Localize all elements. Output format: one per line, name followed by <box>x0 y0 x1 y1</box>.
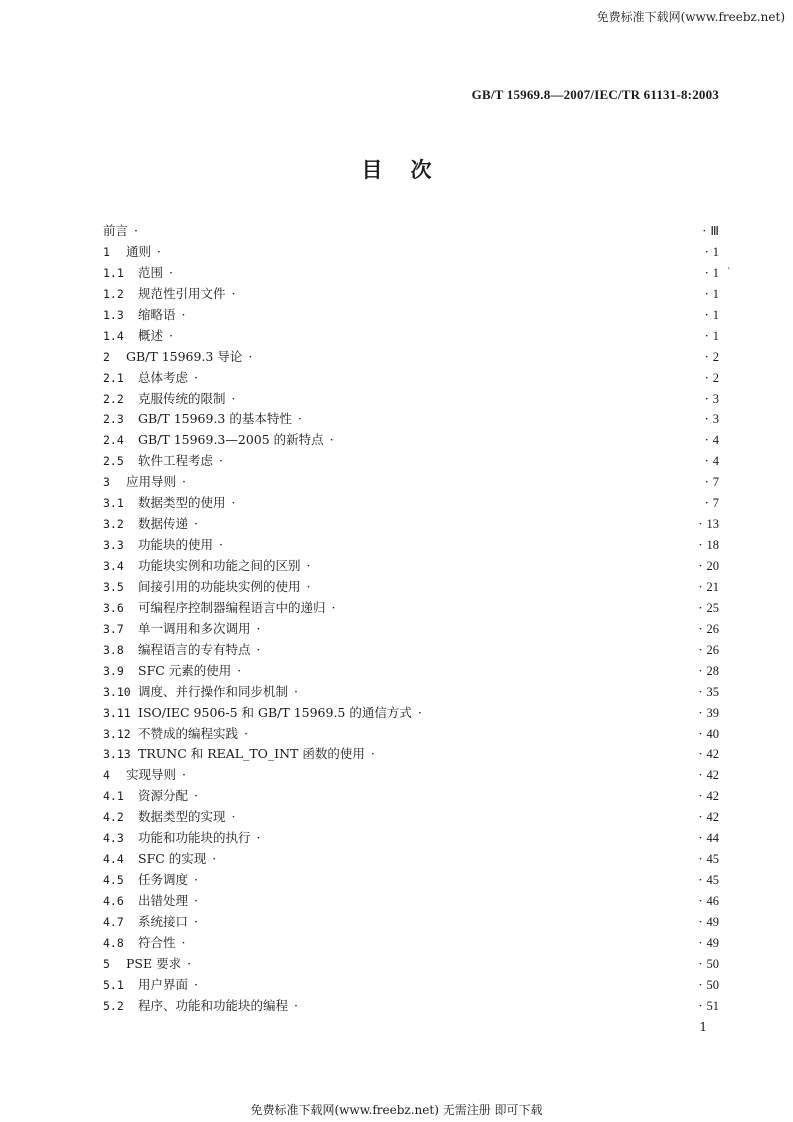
toc-leader-dot: · <box>248 348 253 364</box>
toc-entry-page: 3 <box>712 412 719 427</box>
toc-entry-title: 软件工程考虑 <box>138 453 214 469</box>
toc-entry-title: 数据传递 <box>138 516 189 532</box>
toc-entry-title: 编程语言的专有特点 <box>138 641 251 657</box>
toc-entry[interactable] <box>103 598 719 619</box>
toc-entry-title: 资源分配 <box>138 788 189 804</box>
toc-leader-dot: · <box>231 809 236 825</box>
toc-entry-number: 3.10 <box>103 684 131 699</box>
site-header: 免费标准下载网(www.freebz.net) <box>596 10 785 24</box>
toc-entry-title: 范围 <box>138 264 164 280</box>
toc-entry-number: 5.1 <box>103 977 124 992</box>
toc-leader-dot: · <box>329 432 334 448</box>
toc-leader-dot: · <box>219 453 223 469</box>
toc-entry-page: 49 <box>706 935 719 950</box>
toc-leader-dot: · <box>169 327 173 343</box>
toc-entry-page: 4 <box>712 454 719 469</box>
toc-entry-page: 42 <box>706 768 719 783</box>
toc-entry-page: 20 <box>706 559 719 573</box>
toc-entry[interactable] <box>103 221 719 242</box>
toc-entry-page: 50 <box>706 977 719 992</box>
toc-entry-title: 数据类型的实现 <box>138 809 226 825</box>
toc-entry-number: 5 <box>103 956 110 971</box>
toc-entry-number: 5.2 <box>103 998 124 1013</box>
toc-entry[interactable] <box>103 514 719 535</box>
toc-entry-title: GB/T 15969.3 的基本特性 <box>138 411 292 427</box>
toc-entry-number: 4.6 <box>103 894 124 908</box>
toc-leader-dot: · <box>698 620 703 636</box>
stray-mark: ' <box>727 266 730 275</box>
toc-entry[interactable] <box>103 828 719 849</box>
toc-entry-page: Ⅲ <box>710 224 719 238</box>
toc-leader-dot: · <box>698 809 703 825</box>
toc-entry-title: ISO/IEC 9506-5 和 GB/T 15969.5 的通信方式 <box>138 704 412 720</box>
toc-leader-dot: · <box>244 725 248 741</box>
toc-entry[interactable] <box>103 242 719 263</box>
toc-entry-page: 1 <box>712 328 719 343</box>
site-footer: 免费标准下载网(www.freebz.net) 无需注册 即可下载 <box>250 1103 543 1117</box>
toc-entry-title: 实现导则 <box>126 767 177 783</box>
toc-leader-dot: · <box>181 934 186 950</box>
toc-entry-number: 4 <box>103 768 110 783</box>
toc-entry-title: 缩略语 <box>138 306 176 322</box>
toc-entry-title: SFC 元素的使用 <box>138 662 232 678</box>
toc-entry-number: 3.3 <box>103 538 124 553</box>
toc-entry-page: 25 <box>706 600 719 615</box>
toc-leader-dot: · <box>704 264 709 280</box>
toc-entry[interactable] <box>103 263 719 284</box>
toc-entry-number: 3.8 <box>103 642 124 657</box>
toc-entry-number: 2.4 <box>103 433 124 448</box>
toc-entry[interactable] <box>103 703 719 724</box>
toc-leader-dot: · <box>698 599 703 615</box>
toc-leader-dot: · <box>194 913 198 929</box>
toc-leader-dot: · <box>256 620 261 636</box>
toc-leader-dot: · <box>704 474 709 490</box>
toc-leader-dot: · <box>331 599 336 615</box>
toc-entry-number: 2.5 <box>103 454 124 469</box>
toc-leader-dot: · <box>702 223 707 238</box>
toc-entry-title: 规范性引用文件 <box>138 285 226 301</box>
toc-entry-page: 45 <box>706 852 719 867</box>
toc-entry-page: 28 <box>706 663 719 678</box>
toc-entry-number: 4.1 <box>103 789 124 804</box>
toc-leader-dot: · <box>698 683 703 699</box>
toc-leader-dot: · <box>704 369 709 385</box>
toc-leader-dot: · <box>704 411 709 427</box>
toc-leader-dot: · <box>194 872 198 888</box>
toc-leader-dot: · <box>698 830 703 846</box>
toc-entry[interactable] <box>103 765 719 786</box>
toc-entry-page: 7 <box>712 475 719 490</box>
toc-entry[interactable] <box>103 744 719 765</box>
toc-entry[interactable] <box>103 786 719 807</box>
toc-entry-number: 4.3 <box>103 831 124 846</box>
toc-entry[interactable] <box>103 305 719 326</box>
toc-entry[interactable] <box>103 682 719 703</box>
toc-entry[interactable] <box>103 472 719 493</box>
toc-entry[interactable] <box>103 556 719 577</box>
toc-entry[interactable] <box>103 389 719 410</box>
toc-entry[interactable] <box>103 954 719 975</box>
toc-leader-dot: · <box>194 788 198 804</box>
standard-number: GB/T 15969.8—2007/IEC/TR 61131-8:2003 <box>471 87 719 102</box>
toc-entry-title: 功能块实例和功能之间的区别 <box>138 558 301 573</box>
toc-entry-title: 功能和功能块的执行 <box>138 830 251 846</box>
toc-leader-dot: · <box>698 641 703 657</box>
toc-entry-number: 4.2 <box>103 810 124 825</box>
toc-entry[interactable] <box>103 535 719 556</box>
toc-leader-dot: · <box>182 767 186 783</box>
toc-entry-title: 出错处理 <box>138 893 189 908</box>
toc-entry-page: 26 <box>706 642 719 657</box>
toc-entry-title: 任务调度 <box>138 872 189 888</box>
toc-leader-dot: · <box>194 976 198 992</box>
toc-leader-dot: · <box>231 390 236 406</box>
toc-leader-dot: · <box>182 474 186 490</box>
toc-entry-page: 35 <box>706 684 719 699</box>
toc-entry-number: 4.8 <box>103 935 124 950</box>
toc-leader-dot: · <box>698 934 703 950</box>
toc-entry-page: 45 <box>706 873 719 888</box>
toc-leader-dot: · <box>231 495 236 511</box>
toc-entry-page: 1 <box>712 244 719 259</box>
toc-entry-page: 42 <box>706 747 719 762</box>
toc-leader-dot: · <box>134 223 138 238</box>
toc-entry[interactable] <box>103 933 719 954</box>
toc-entry-title: 间接引用的功能块实例的使用 <box>138 578 301 594</box>
toc-entry-title: 程序、功能和功能块的编程 <box>138 997 289 1013</box>
table-of-contents <box>103 221 719 1017</box>
toc-leader-dot: · <box>698 578 703 594</box>
toc-entry-number: 2.3 <box>103 412 124 427</box>
toc-leader-dot: · <box>698 746 703 762</box>
toc-leader-dot: · <box>698 662 703 678</box>
toc-entry-title: 总体考虑 <box>138 369 189 385</box>
toc-entry-number: 3.13 <box>103 747 131 762</box>
toc-entry-number: 3.2 <box>103 517 124 532</box>
toc-entry-page: 42 <box>706 789 719 804</box>
toc-entry-title: SFC 的实现 <box>138 851 207 867</box>
page-title: 目次 <box>361 158 460 182</box>
toc-entry-title: 前言 <box>103 223 129 238</box>
toc-entry[interactable] <box>103 724 719 745</box>
toc-leader-dot: · <box>698 537 703 553</box>
toc-entry-title: 系统接口 <box>138 913 189 929</box>
toc-entry-title: GB/T 15969.3 导论 <box>126 348 243 364</box>
toc-leader-dot: · <box>194 369 198 385</box>
toc-leader-dot: · <box>698 872 703 888</box>
toc-entry-number: 3.1 <box>103 496 124 511</box>
toc-entry[interactable] <box>103 430 719 451</box>
toc-entry-title: GB/T 15969.3—2005 的新特点 <box>138 432 324 448</box>
toc-entry-page: 50 <box>706 956 719 971</box>
toc-leader-dot: · <box>704 243 709 259</box>
toc-entry-number: 4.5 <box>103 873 124 888</box>
toc-entry[interactable] <box>103 996 719 1017</box>
toc-leader-dot: · <box>698 913 703 929</box>
toc-entry-number: 2.1 <box>103 370 124 385</box>
toc-entry-number: 3.6 <box>103 600 124 615</box>
toc-entry[interactable] <box>103 493 719 514</box>
toc-leader-dot: · <box>698 976 703 992</box>
toc-entry-number: 3.11 <box>103 705 131 720</box>
toc-entry-title: 调度、并行操作和同步机制 <box>138 683 289 699</box>
toc-leader-dot: · <box>704 348 709 364</box>
toc-entry-page: 3 <box>712 391 719 406</box>
toc-entry[interactable] <box>103 619 719 640</box>
toc-entry[interactable] <box>103 284 719 305</box>
toc-entry-title: 符合性 <box>138 934 176 950</box>
toc-leader-dot: · <box>704 390 709 406</box>
toc-leader-dot: · <box>187 955 192 971</box>
toc-entry-page: 13 <box>706 517 719 532</box>
toc-leader-dot: · <box>698 955 703 971</box>
toc-entry-page: 1 <box>712 265 719 280</box>
toc-entry-page: 1 <box>712 307 719 322</box>
toc-entry[interactable] <box>103 640 719 661</box>
toc-entry-number: 1.3 <box>103 307 124 322</box>
toc-leader-dot: · <box>194 516 198 532</box>
toc-leader-dot: · <box>698 516 703 532</box>
toc-leader-dot: · <box>417 704 422 720</box>
toc-entry-page: 2 <box>712 349 719 364</box>
toc-entry-number: 3 <box>103 475 110 490</box>
toc-leader-dot: · <box>704 495 709 511</box>
toc-entry-number: 3.12 <box>103 726 131 741</box>
toc-entry-number: 2 <box>103 349 110 364</box>
toc-entry-page: 40 <box>706 726 719 741</box>
toc-entry-page: 42 <box>706 810 719 825</box>
toc-leader-dot: · <box>704 327 709 343</box>
toc-leader-dot: · <box>306 558 311 573</box>
toc-leader-dot: · <box>704 453 709 469</box>
toc-entry-page: 49 <box>706 914 719 929</box>
toc-entry[interactable] <box>103 326 719 347</box>
toc-entry[interactable] <box>103 661 719 682</box>
toc-entry-page: 26 <box>706 621 719 636</box>
toc-entry-page: 2 <box>712 370 719 385</box>
toc-leader-dot: · <box>698 893 703 908</box>
toc-leader-dot: · <box>212 851 217 867</box>
toc-leader-dot: · <box>704 285 709 301</box>
toc-leader-dot: · <box>157 243 161 259</box>
toc-leader-dot: · <box>306 578 311 594</box>
toc-entry-number: 4.4 <box>103 852 124 867</box>
toc-entry[interactable] <box>103 891 719 912</box>
page-number: 1 <box>699 1020 707 1034</box>
toc-entry-number: 4.7 <box>103 914 124 929</box>
toc-entry-title: 不赞成的编程实践 <box>138 725 239 741</box>
toc-entry[interactable] <box>103 849 719 870</box>
toc-leader-dot: · <box>181 306 186 322</box>
toc-entry-title: 概述 <box>138 327 164 343</box>
toc-entry[interactable] <box>103 912 719 933</box>
toc-entry-number: 3.7 <box>103 621 124 636</box>
toc-leader-dot: · <box>297 411 302 427</box>
toc-leader-dot: · <box>698 725 703 741</box>
toc-leader-dot: · <box>370 746 375 762</box>
toc-entry[interactable] <box>103 451 719 472</box>
toc-entry-title: 功能块的使用 <box>138 537 214 553</box>
toc-entry-title: 用户界面 <box>138 976 189 992</box>
toc-entry-title: 数据类型的使用 <box>138 495 226 511</box>
toc-leader-dot: · <box>698 788 703 804</box>
toc-entry[interactable] <box>103 807 719 828</box>
toc-entry-page: 21 <box>706 579 719 594</box>
toc-entry-page: 46 <box>706 894 719 908</box>
toc-entry-title: 可编程序控制器编程语言中的递归 <box>138 599 326 615</box>
toc-entry-number: 1.4 <box>103 328 124 343</box>
toc-leader-dot: · <box>256 830 261 846</box>
toc-leader-dot: · <box>698 851 703 867</box>
toc-entry-page: 44 <box>706 831 719 846</box>
toc-leader-dot: · <box>698 558 703 573</box>
toc-entry-page: 7 <box>712 496 719 511</box>
toc-leader-dot: · <box>256 641 261 657</box>
toc-entry-title: 应用导则 <box>126 474 177 490</box>
toc-leader-dot: · <box>704 432 709 448</box>
toc-entry-number: 1 <box>103 244 110 259</box>
toc-entry-page: 51 <box>706 998 719 1013</box>
toc-entry-number: 3.5 <box>103 579 124 594</box>
toc-leader-dot: · <box>294 997 298 1013</box>
toc-leader-dot: · <box>219 537 223 553</box>
toc-entry-number: 1.2 <box>103 286 124 301</box>
toc-entry[interactable] <box>103 368 719 389</box>
toc-leader-dot: · <box>294 683 298 699</box>
toc-entry[interactable] <box>103 409 719 430</box>
toc-entry[interactable] <box>103 975 719 996</box>
toc-leader-dot: · <box>704 306 709 322</box>
toc-leader-dot: · <box>231 285 236 301</box>
toc-leader-dot: · <box>237 662 242 678</box>
toc-entry-title: 通则 <box>126 243 152 259</box>
toc-entry[interactable] <box>103 870 719 891</box>
toc-entry-number: 3.4 <box>103 559 124 573</box>
toc-entry-page: 39 <box>706 705 719 720</box>
toc-entry-page: 4 <box>712 433 719 448</box>
toc-entry[interactable] <box>103 577 719 598</box>
toc-entry-page: 18 <box>706 538 719 553</box>
toc-entry-title: 克服传统的限制 <box>138 390 226 406</box>
toc-entry-title: TRUNC 和 REAL_TO_INT 函数的使用 <box>138 746 365 762</box>
toc-leader-dot: · <box>698 997 703 1013</box>
toc-leader-dot: · <box>698 767 703 783</box>
toc-entry-page: 1 <box>712 286 719 301</box>
toc-entry-title: 单一调用和多次调用 <box>138 620 251 636</box>
toc-entry-number: 2.2 <box>103 391 124 406</box>
toc-entry-title: PSE 要求 <box>126 955 182 971</box>
toc-leader-dot: · <box>194 893 198 908</box>
toc-leader-dot: · <box>698 704 703 720</box>
toc-entry-number: 3.9 <box>103 663 124 678</box>
toc-entry[interactable] <box>103 347 719 368</box>
toc-entry-number: 1.1 <box>103 265 124 280</box>
toc-leader-dot: · <box>169 264 173 280</box>
